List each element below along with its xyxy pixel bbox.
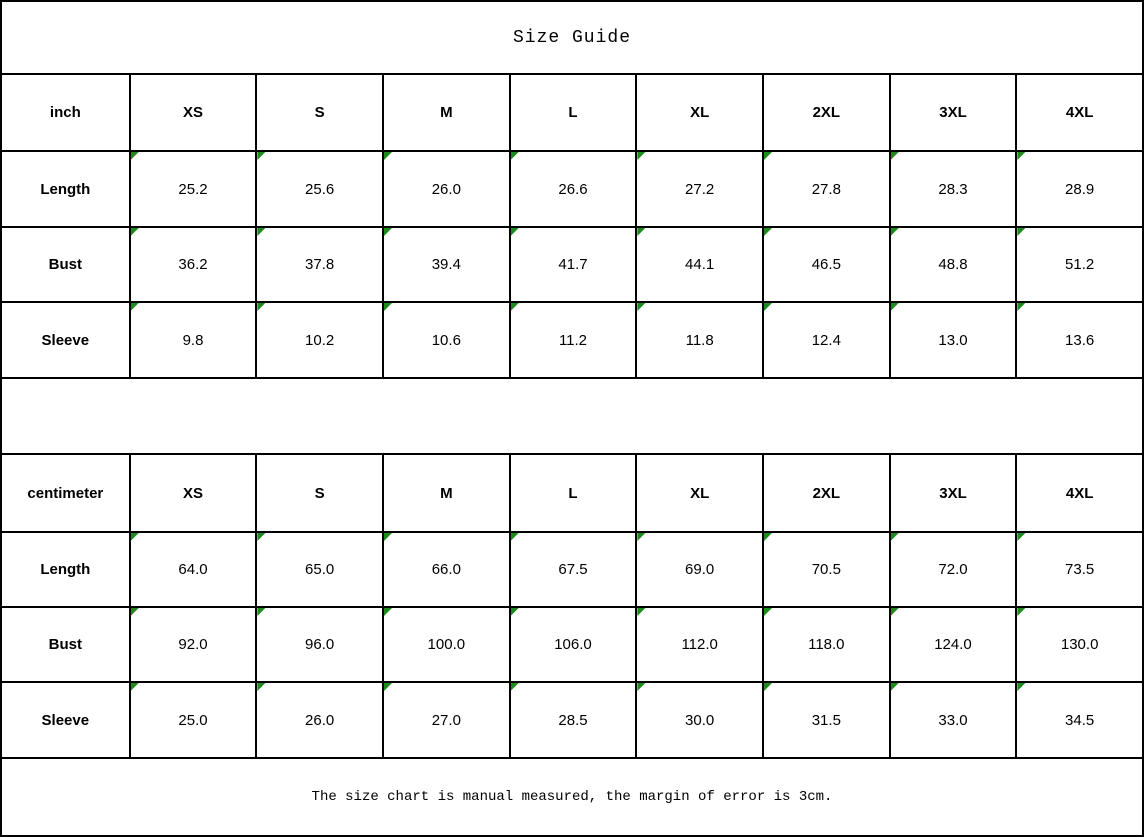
cell-value: 48.8	[938, 256, 968, 273]
table-cell	[382, 228, 509, 301]
cell-value: 27.8	[811, 180, 841, 198]
table-cell	[382, 608, 509, 681]
green-corner-triangle-icon	[384, 303, 392, 311]
cell-value: 11.8	[685, 331, 714, 349]
green-corner-triangle-icon	[637, 533, 645, 541]
green-corner-triangle-icon	[384, 152, 392, 160]
cell-value: 13.6	[1065, 331, 1095, 349]
table-cell	[762, 303, 889, 377]
table-cell	[889, 228, 1016, 301]
table-cell	[129, 608, 256, 681]
centimeter-header-row	[2, 455, 1142, 533]
column-header-cell	[382, 75, 509, 150]
table-cell	[129, 228, 256, 301]
table-cell	[509, 683, 636, 757]
column-header-cell	[255, 75, 382, 150]
table-cell	[635, 228, 762, 301]
cell-value: 34.5	[1065, 711, 1095, 729]
column-header-cell	[509, 75, 636, 150]
green-corner-triangle-icon	[257, 228, 265, 236]
green-corner-triangle-icon	[257, 533, 265, 541]
green-corner-triangle-icon	[1017, 608, 1025, 616]
cell-value: 46.5	[811, 256, 841, 273]
column-header: M	[440, 484, 453, 502]
table-cell	[1015, 303, 1142, 377]
cell-value: 10.2	[305, 331, 335, 349]
column-header-cell	[255, 455, 382, 531]
green-corner-triangle-icon	[637, 228, 645, 236]
green-corner-triangle-icon	[1017, 228, 1025, 236]
table-cell	[382, 303, 509, 377]
cell-value: 28.3	[938, 180, 968, 198]
table-cell	[1015, 533, 1142, 606]
column-header: XL	[690, 484, 710, 502]
column-header: M	[440, 104, 453, 121]
cell-value: 27.0	[431, 711, 461, 729]
table-cell	[1015, 683, 1142, 757]
table-cell	[635, 303, 762, 377]
green-corner-triangle-icon	[891, 533, 899, 541]
green-corner-triangle-icon	[257, 683, 265, 691]
table-cell	[129, 152, 256, 226]
cell-value: 33.0	[938, 711, 968, 729]
table-cell	[255, 303, 382, 377]
cell-value: 10.6	[431, 331, 461, 349]
row-label-cell	[2, 228, 129, 301]
column-header-cell	[635, 455, 762, 531]
table-cell	[509, 303, 636, 377]
cell-value: 66.0	[431, 561, 461, 578]
column-header-cell	[889, 455, 1016, 531]
table-cell	[635, 152, 762, 226]
column-header: L	[568, 484, 578, 502]
cell-value: 39.4	[431, 256, 461, 273]
table-cell	[889, 533, 1016, 606]
centimeter-bust-row	[2, 608, 1142, 683]
green-corner-triangle-icon	[764, 152, 772, 160]
green-corner-triangle-icon	[764, 608, 772, 616]
cell-value: 100.0	[427, 636, 466, 653]
table-cell	[255, 228, 382, 301]
inch-sleeve-row	[2, 303, 1142, 379]
table-cell	[509, 228, 636, 301]
cell-value: 12.4	[811, 331, 841, 349]
green-corner-triangle-icon	[764, 228, 772, 236]
table-cell	[762, 152, 889, 226]
table-cell	[509, 533, 636, 606]
table-cell	[255, 152, 382, 226]
column-header: 4XL	[1065, 104, 1094, 121]
cell-value: 67.5	[558, 561, 588, 578]
column-header-cell	[762, 75, 889, 150]
footer-note: The size chart is manual measured, the margin of error is 3cm.	[311, 789, 833, 805]
row-label: Bust	[48, 256, 82, 273]
green-corner-triangle-icon	[637, 608, 645, 616]
table-cell	[1015, 228, 1142, 301]
cell-value: 26.0	[305, 711, 335, 729]
cell-value: 64.0	[178, 561, 208, 578]
cell-value: 130.0	[1060, 636, 1099, 653]
table-cell	[635, 683, 762, 757]
cell-value: 25.6	[305, 180, 335, 198]
table-cell	[762, 608, 889, 681]
column-header: XS	[182, 104, 203, 121]
row-label: Length	[40, 561, 91, 578]
inch-header-row	[2, 75, 1142, 152]
cell-value: 124.0	[934, 636, 972, 653]
column-header: 3XL	[939, 104, 967, 121]
cell-value: 65.0	[305, 561, 335, 578]
green-corner-triangle-icon	[764, 533, 772, 541]
column-header: 4XL	[1065, 484, 1094, 502]
cell-value: 30.0	[685, 711, 715, 729]
cell-value: 25.2	[178, 180, 208, 198]
green-corner-triangle-icon	[891, 683, 899, 691]
green-corner-triangle-icon	[131, 683, 139, 691]
green-corner-triangle-icon	[257, 152, 265, 160]
green-corner-triangle-icon	[1017, 152, 1025, 160]
column-header: XS	[182, 484, 203, 502]
row-label-cell	[2, 152, 129, 226]
green-corner-triangle-icon	[1017, 303, 1025, 311]
table-cell	[635, 533, 762, 606]
unit-label: centimeter	[27, 484, 104, 502]
cell-value: 70.5	[811, 561, 841, 578]
row-label: Sleeve	[41, 711, 90, 729]
green-corner-triangle-icon	[511, 303, 519, 311]
green-corner-triangle-icon	[131, 152, 139, 160]
unit-label-cell	[2, 75, 129, 150]
green-corner-triangle-icon	[891, 303, 899, 311]
green-corner-triangle-icon	[511, 228, 519, 236]
table-cell	[762, 228, 889, 301]
green-corner-triangle-icon	[637, 152, 645, 160]
green-corner-triangle-icon	[764, 683, 772, 691]
column-header-cell	[1015, 75, 1142, 150]
column-header-cell	[1015, 455, 1142, 531]
cell-value: 96.0	[305, 636, 335, 653]
cell-value: 51.2	[1065, 256, 1095, 273]
column-header: S	[314, 104, 325, 121]
green-corner-triangle-icon	[891, 608, 899, 616]
row-label-cell	[2, 608, 129, 681]
cell-value: 13.0	[938, 331, 968, 349]
cell-value: 37.8	[305, 256, 335, 273]
table-cell	[889, 608, 1016, 681]
table-cell	[129, 533, 256, 606]
green-corner-triangle-icon	[764, 303, 772, 311]
table-cell	[889, 303, 1016, 377]
table-cell	[1015, 608, 1142, 681]
table-cell	[1015, 152, 1142, 226]
green-corner-triangle-icon	[384, 608, 392, 616]
table-cell	[889, 683, 1016, 757]
table-cell	[255, 683, 382, 757]
table-cell	[509, 152, 636, 226]
row-label: Sleeve	[41, 331, 90, 349]
table-cell	[382, 683, 509, 757]
green-corner-triangle-icon	[637, 303, 645, 311]
green-corner-triangle-icon	[511, 152, 519, 160]
cell-value: 106.0	[554, 636, 592, 653]
footer-note-row	[2, 759, 1142, 835]
cell-value: 27.2	[685, 180, 715, 198]
column-header-cell	[382, 455, 509, 531]
column-header: XL	[690, 104, 710, 121]
cell-value: 118.0	[808, 636, 845, 653]
column-header-cell	[129, 75, 256, 150]
cell-value: 69.0	[685, 561, 715, 578]
column-header: 2XL	[812, 104, 841, 121]
column-header-cell	[129, 455, 256, 531]
row-label: Bust	[48, 636, 82, 653]
unit-label-cell	[2, 455, 129, 531]
centimeter-length-row	[2, 533, 1142, 608]
cell-value: 28.9	[1065, 180, 1095, 198]
green-corner-triangle-icon	[1017, 683, 1025, 691]
table-cell	[509, 608, 636, 681]
column-header-cell	[889, 75, 1016, 150]
green-corner-triangle-icon	[384, 533, 392, 541]
cell-value: 92.0	[178, 636, 208, 653]
green-corner-triangle-icon	[257, 303, 265, 311]
cell-value: 41.7	[558, 256, 588, 273]
table-cell	[889, 152, 1016, 226]
column-header-cell	[762, 455, 889, 531]
green-corner-triangle-icon	[131, 303, 139, 311]
column-header-cell	[635, 75, 762, 150]
green-corner-triangle-icon	[131, 228, 139, 236]
green-corner-triangle-icon	[384, 683, 392, 691]
green-corner-triangle-icon	[637, 683, 645, 691]
table-cell	[129, 683, 256, 757]
green-corner-triangle-icon	[384, 228, 392, 236]
cell-value: 112.0	[681, 636, 718, 653]
cell-value: 26.6	[558, 180, 588, 198]
cell-value: 44.1	[685, 256, 715, 273]
cell-value: 73.5	[1065, 561, 1095, 578]
cell-value: 25.0	[178, 711, 208, 729]
centimeter-sleeve-row	[2, 683, 1142, 759]
cell-value: 31.5	[811, 711, 841, 729]
table-cell	[635, 608, 762, 681]
inch-bust-row	[2, 228, 1142, 303]
green-corner-triangle-icon	[511, 533, 519, 541]
table-cell	[382, 152, 509, 226]
green-corner-triangle-icon	[891, 228, 899, 236]
green-corner-triangle-icon	[1017, 533, 1025, 541]
page-title: Size Guide	[512, 27, 632, 48]
cell-value: 28.5	[558, 711, 588, 729]
green-corner-triangle-icon	[891, 152, 899, 160]
row-label: Length	[40, 180, 91, 198]
inch-length-row	[2, 152, 1142, 228]
column-header: 3XL	[939, 484, 967, 502]
table-cell	[255, 533, 382, 606]
green-corner-triangle-icon	[131, 533, 139, 541]
table-cell	[762, 533, 889, 606]
row-label-cell	[2, 533, 129, 606]
cell-value: 26.0	[431, 180, 461, 198]
table-cell	[382, 533, 509, 606]
row-label-cell	[2, 303, 129, 377]
cell-value: 36.2	[178, 256, 208, 273]
green-corner-triangle-icon	[131, 608, 139, 616]
row-label-cell	[2, 683, 129, 757]
cell-value: 72.0	[938, 561, 968, 578]
column-header: L	[568, 104, 578, 121]
green-corner-triangle-icon	[511, 683, 519, 691]
green-corner-triangle-icon	[257, 608, 265, 616]
table-cell	[762, 683, 889, 757]
title-row	[2, 2, 1142, 75]
cell-value: 9.8	[182, 331, 204, 349]
unit-label: inch	[49, 104, 81, 121]
table-cell	[129, 303, 256, 377]
column-header: S	[314, 484, 325, 502]
column-header: 2XL	[812, 484, 841, 502]
table-cell	[255, 608, 382, 681]
green-corner-triangle-icon	[511, 608, 519, 616]
column-header-cell	[509, 455, 636, 531]
cell-value: 11.2	[558, 331, 588, 349]
spacer-row	[2, 379, 1142, 455]
